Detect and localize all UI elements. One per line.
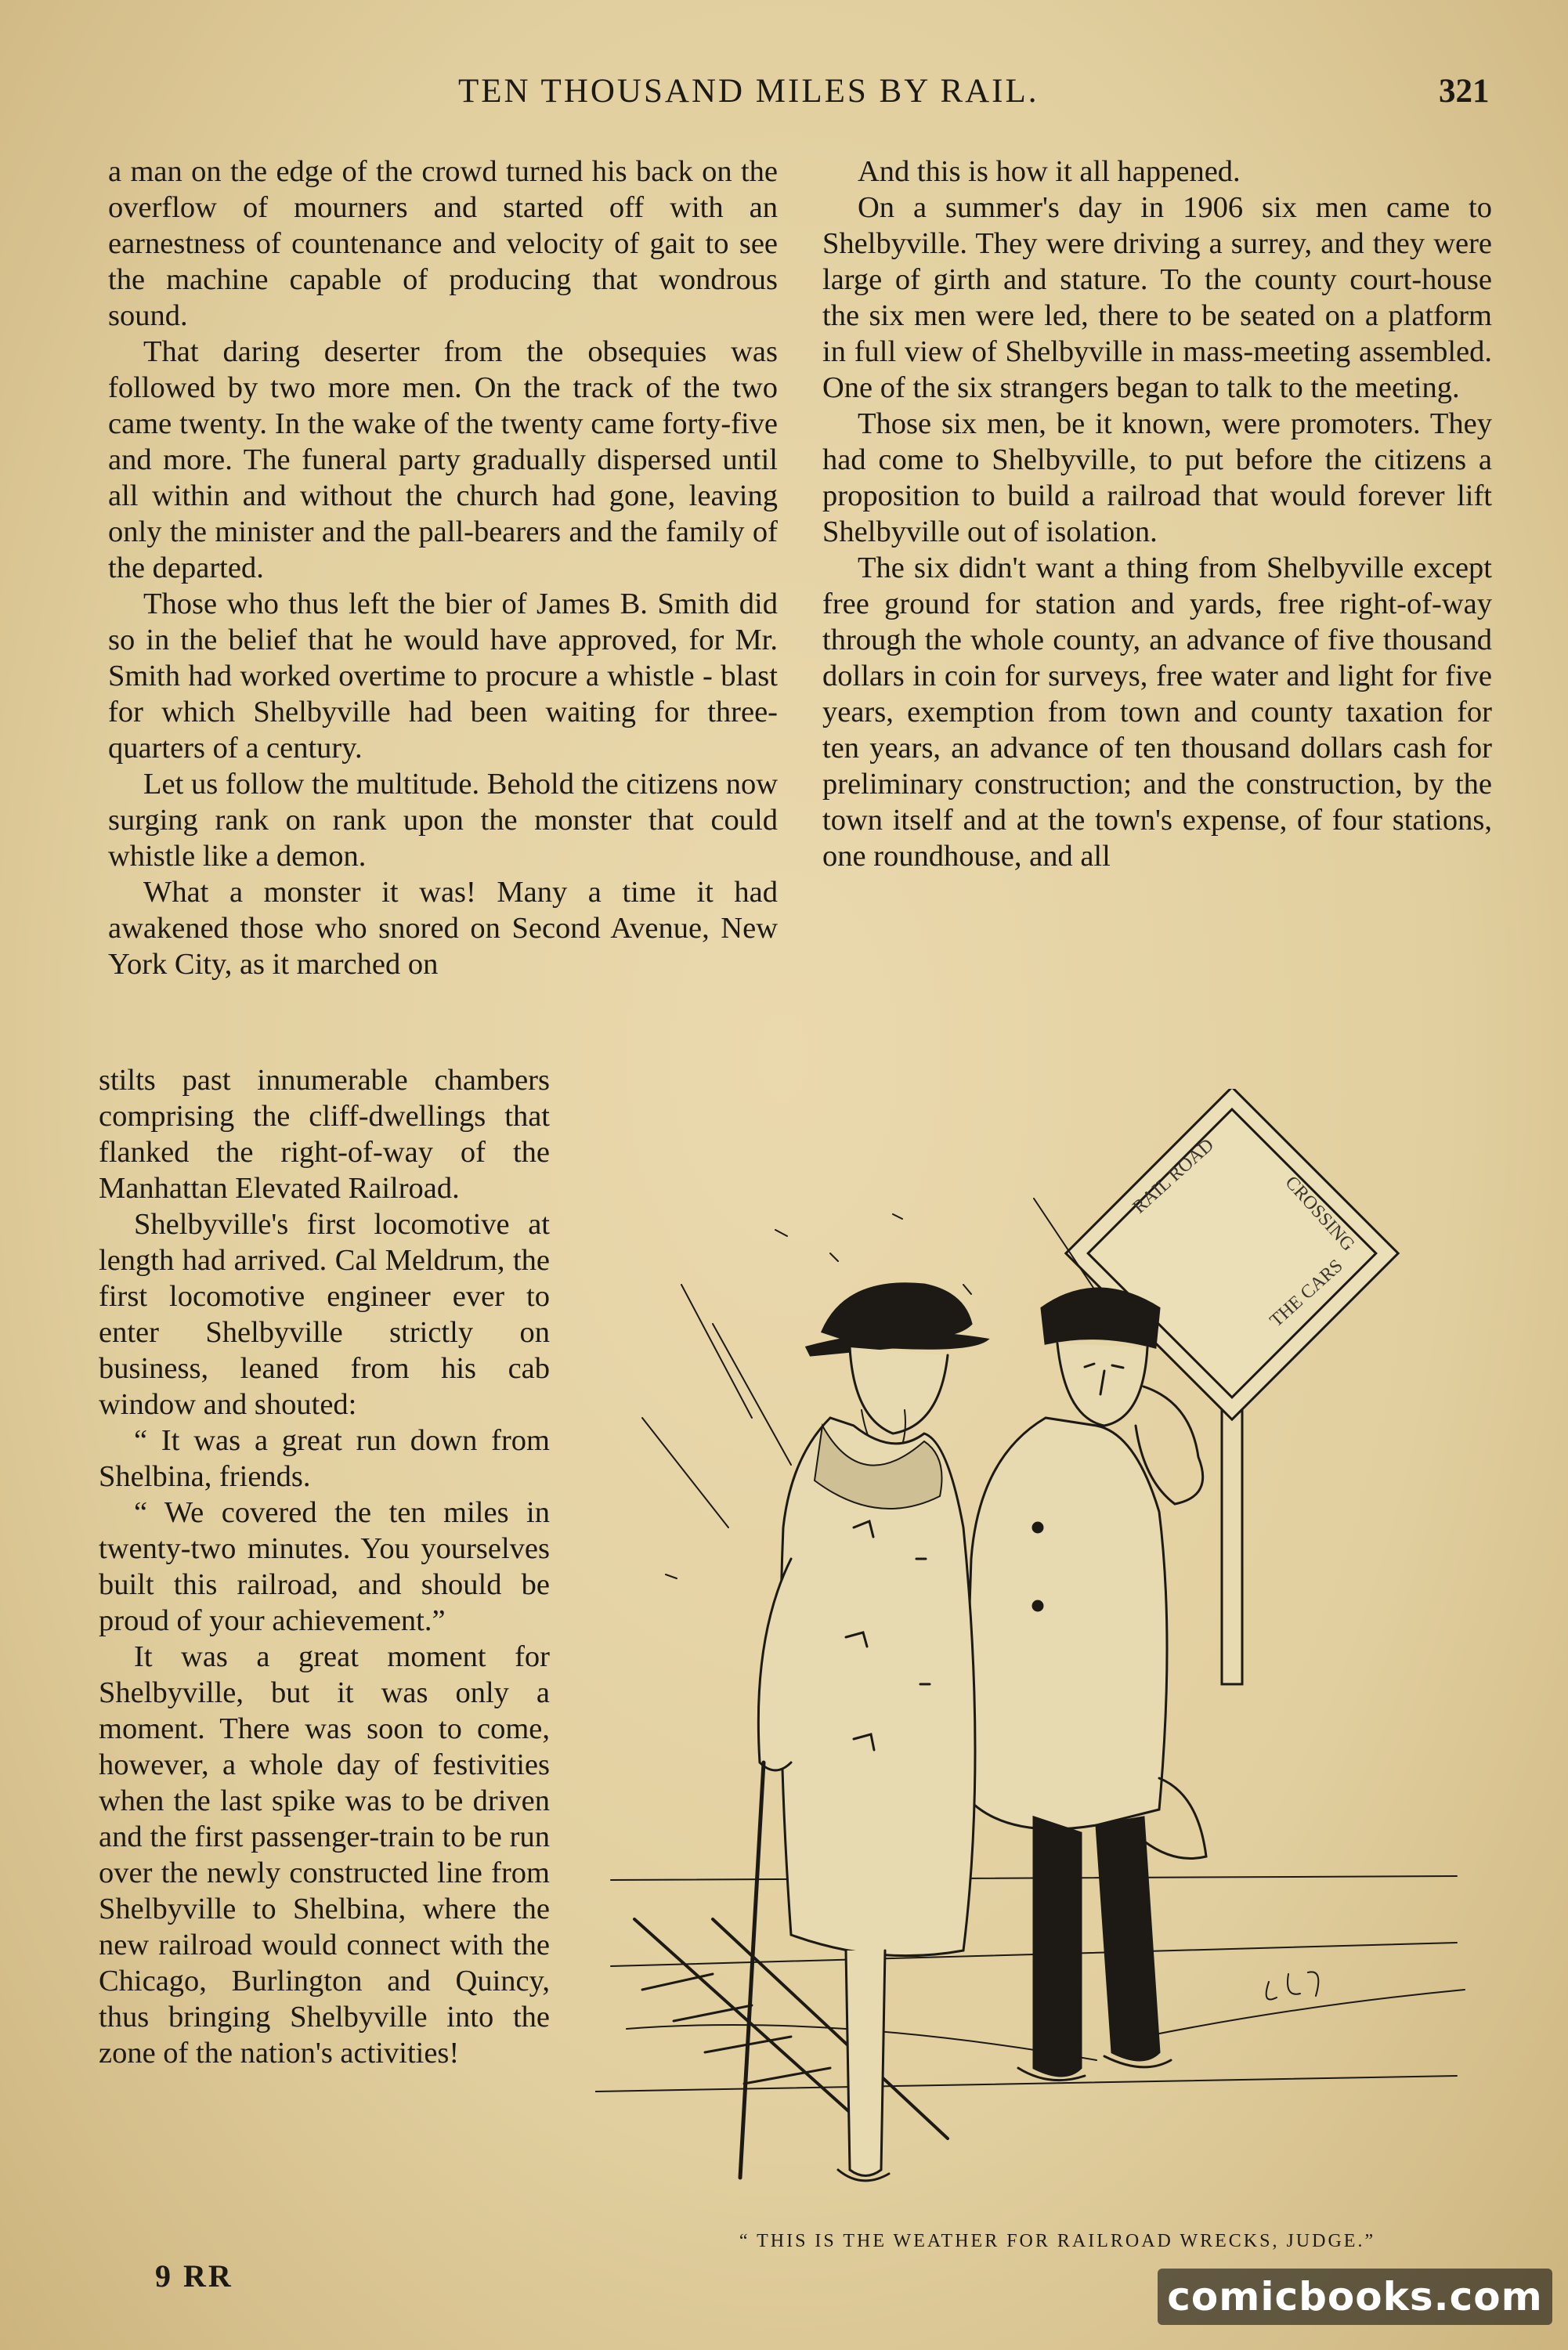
cane — [740, 1762, 764, 2178]
paragraph: stilts past innumerable chambers comprising the cliff-dwellings that flanked the right-of-way of the Manhattan Elevated Railroad. — [99, 1064, 550, 1205]
running-title: TEN THOUSAND MILES BY RAIL. — [458, 73, 1039, 110]
signature-mark: 9 RR — [155, 2258, 233, 2294]
page-header — [0, 72, 1568, 119]
paragraph: Let us follow the multitude. Behold the citizens now surging rank on rank upon the monster that could whistle like a demon. — [108, 768, 778, 873]
text-column-left — [108, 154, 778, 982]
illustration-caption: “ THIS IS THE WEATHER FOR RAILROAD WRECKS, JUDGE.” — [739, 2231, 1376, 2251]
paragraph: On a summer's day in 1906 six men came to Shelbyville. They were driving a surrey, and they were large of girth and stature. To the county court-house the six men were led, there to be seated on a platform in full view of Shelbyville in mass-meeting assembled. One of the six strangers began to talk to the meeting. — [822, 191, 1492, 404]
figure-young-man — [963, 1289, 1206, 2081]
paragraph: Those who thus left the bier of James B. Smith did so in the belief that he would have approved, for Mr. Smith had worked overtime to procure a whistle - blast for which Shelbyville had been waiting for three-quarters of a century. — [108, 588, 778, 765]
ground-lines — [595, 1876, 1465, 2092]
sign-text: THE CARS — [1266, 1255, 1347, 1332]
paragraph: Those six men, be it known, were promoters. They had come to Shelbyville, to put before the citizens a proposition to build a railroad that would forever lift Shelbyville out of isolation. — [822, 407, 1492, 548]
paragraph: a man on the edge of the crowd turned his back on the overflow of mourners and started off with an earnestness of countenance and velocity of gait to see the machine capable of producing that wondrous sound. — [108, 155, 778, 332]
paragraph: “ It was a great run down from Shelbina, friends. — [99, 1424, 550, 1493]
paragraph: What a monster it was! Many a time it had awakened those who snored on Second Avenue, New York City, as it marched on — [108, 876, 778, 981]
page-number: 321 — [1439, 73, 1490, 110]
paragraph: “ We covered the ten miles in twenty-two minutes. You yourselves built this railroad, and should be proud of your achievement.” — [99, 1496, 550, 1637]
paragraph: And this is how it all happened. — [858, 155, 1241, 188]
artist-monogram — [1266, 1972, 1319, 1999]
paragraph: The six didn't want a thing from Shelbyville except free ground for station and yards, free right-of-way through the whole county, an advance of five thousand dollars in coin for surveys, free water and light for five years, exemption from town and county taxation for ten years, an advance of ten thousand dollars cash for preliminary construction; and the construction, by the town itself and at the town's expense, of four stations, one roundhouse, and all — [822, 551, 1492, 873]
rail-ties — [642, 1974, 830, 2084]
sign-text: RAIL ROAD — [1129, 1134, 1218, 1218]
text-column-narrow — [99, 1062, 550, 2071]
paragraph: Shelbyville's first locomotive at length had arrived. Cal Meldrum, the first locomotive engineer ever to enter Shelbyville strictly on business, leaned from his cab window and shouted: — [99, 1208, 550, 1421]
text-column-right — [822, 154, 1492, 874]
paragraph: It was a great moment for Shelbyville, but it was only a moment. There was soon to come, however, a whole day of festivities when the last spike was to be driven and the first passenger-train to be run over the newly constructed line from Shelbyville to Shelbina, where the new railroad would connect with the Chicago, Burlington and Quincy, thus bringing Shelbyville into the zone of the nation's activities! — [99, 1640, 550, 2070]
illustration-two-men-walking — [595, 1089, 1472, 2225]
sign-text: CROSSING — [1281, 1172, 1359, 1256]
paragraph: That daring deserter from the obsequies was followed by two more men. On the track of the two came twenty. In the wake of the twenty came forty-five and more. The funeral party gradually dispersed until all within and without the church had gone, leaving only the minister and the pall-bearers and the family of the departed. — [108, 335, 778, 584]
watermark-logo: comicbooks.com — [1158, 2269, 1552, 2325]
